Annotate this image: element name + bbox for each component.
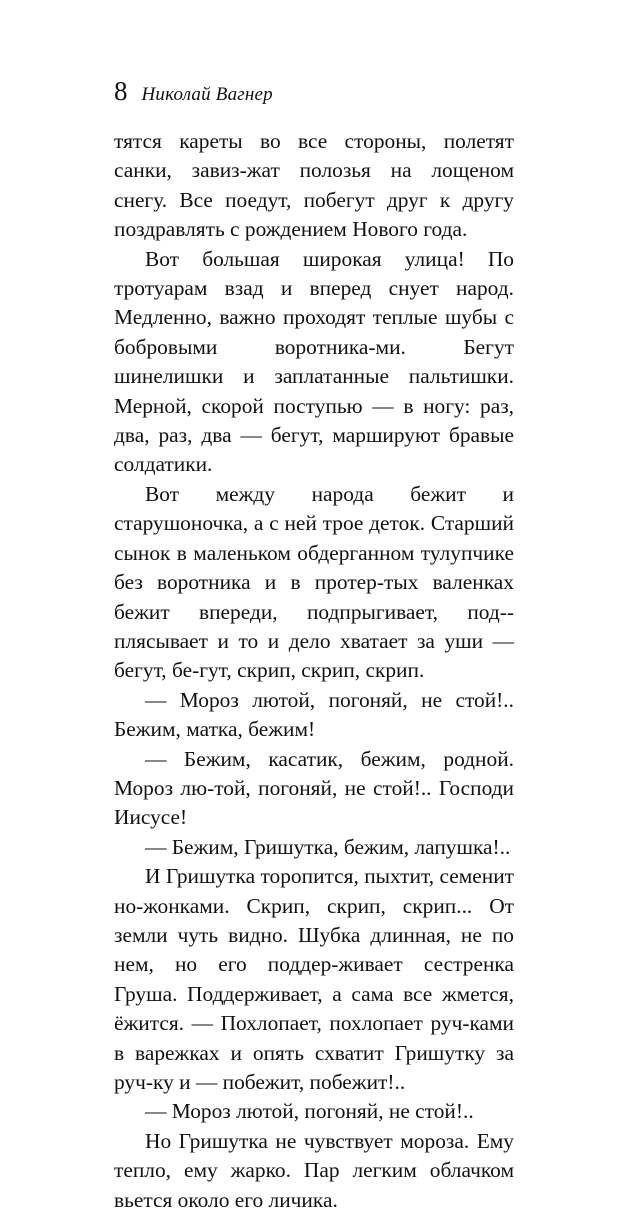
running-head-author: Николай Вагнер (141, 84, 273, 105)
text-body (114, 127, 514, 1215)
dialogue-line: — Мороз лютой, погоняй, не стой!.. Бежим, матка, бежим! (114, 687, 514, 742)
paragraph: Вот большая широкая улица! По тротуарам взад и вперед снует народ. Медленно, важно проходят теплые шубы с бобровыми воротника-ми. Бегут шинелишки и заплатанные пальтишки. Мерной, скорой поступью — в ногу: раз, два, раз, два — бегут, маршируют бравые солдатики. (114, 246, 514, 477)
paragraph: Вот между народа бежит и старушоночка, а с ней трое деток. Старший сынок в маленьком обдерганном тулупчике без воротника и в протер-тых валенках бежит впереди, подпрыгивает, под-плясывает и то и дело хватает за уши — бегут, бе-гут, скрип, скрип, скрип. (114, 481, 514, 683)
page-header (114, 76, 273, 110)
paragraph-continued: тятся кареты во все стороны, полетят санки, завиз-жат полозья на лощеном снегу. Все поедут, побегут друг к другу поздравлять с рождением Нового года. (114, 129, 514, 242)
dialogue-line: — Бежим, касатик, бежим, родной. Мороз лю-той, погоняй, не стой!.. Господи Иисусе! (114, 746, 514, 830)
paragraph: И Гришутка торопится, пыхтит, семенит но-жонками. Скрип, скрип, скрип... От земли чуть видно. Шубка длинная, не по нем, но его поддер-живает сестренка Груша. Поддерживает, а сама все жмется, ёжится. — Похлопает, похлопает руч-ками в варежках и опять схватит Гришутку за руч-ку и — побежит, побежит!.. (114, 864, 514, 1094)
dialogue-line: — Мороз лютой, погоняй, не стой!.. (145, 1099, 474, 1124)
dialogue-line: — Бежим, Гришутка, бежим, лапушка!.. (145, 834, 511, 859)
page-number: 8 (114, 76, 128, 106)
paragraph: Но Гришутка не чувствует мороза. Ему тепло, ему жарко. Пар легким облачком вьется около его личика. (114, 1128, 514, 1212)
